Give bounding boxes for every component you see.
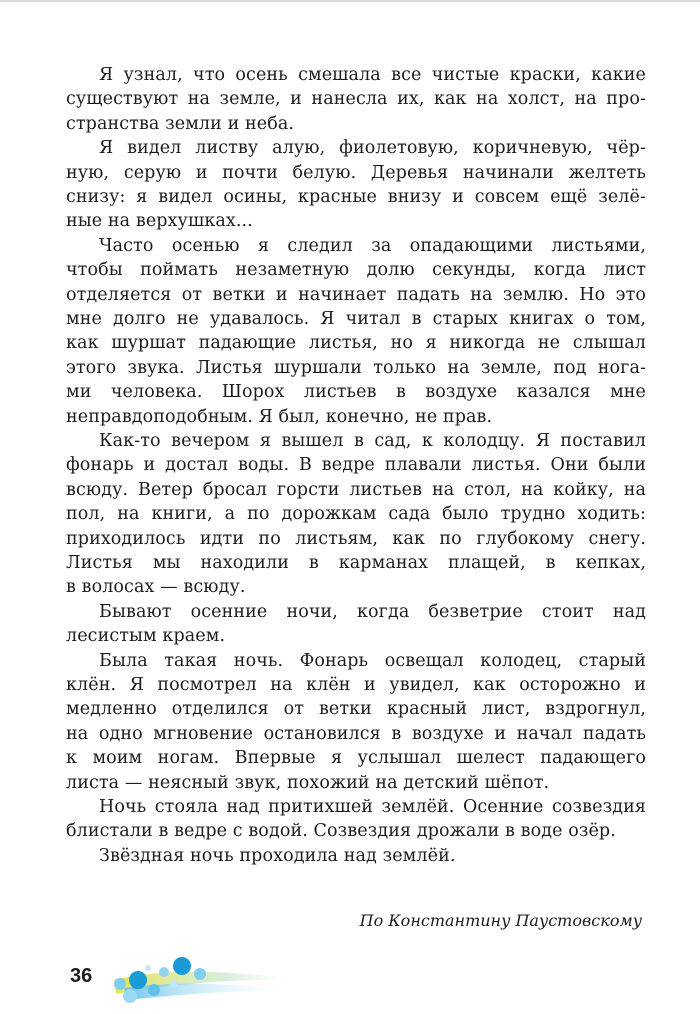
bubble (159, 967, 169, 977)
text-line: к моим ногам. Впервые я услышал шелест падающего (66, 748, 646, 769)
text-line: странства земли и неба. (66, 113, 295, 134)
bubble (148, 984, 160, 996)
text-line: неправдоподобным. Я был, конечно, не прав. (66, 406, 493, 427)
text-line: Звёздная ночь проходила над землёй. (99, 845, 456, 866)
text-line: лесистым краем. (66, 626, 226, 647)
bubble (173, 957, 191, 975)
text-line: Бывают осенние ночи, когда безветрие стоит над (99, 601, 646, 622)
text-line: в волосах — всюду. (66, 577, 246, 598)
text-line: Часто осенью я следил за опадающими листьями, (99, 235, 646, 256)
text-line: Ночь стояла над притихшей землёй. Осенние созвездия (99, 797, 646, 817)
bubble (114, 978, 126, 990)
bubble (145, 965, 151, 971)
text-line: отделяется от ветки и начинает падать на землю. Но это (66, 284, 646, 305)
bubble (170, 980, 178, 988)
text-line: Как-то вечером я вышел в сад, к колодцу. Я поставил (99, 431, 646, 451)
text-line: мне долго не удавалось. Я читал в старых книгах о том, (66, 309, 646, 329)
text-line: всюду. Ветер бросал горсти листьев на стол, на койку, на (66, 479, 646, 500)
text-line: ную, серую и почти белую. Деревья начинали желтеть (66, 162, 646, 183)
text-line: медленно отделился от ветки красный лист, вздрогнул, (66, 699, 646, 720)
page-number: 36 (70, 965, 93, 987)
text-line: ми человека. Шорох листьев в воздухе казался мне (66, 382, 646, 403)
text-line: существуют на земле, и нанесла их, как на холст, на про- (66, 89, 646, 110)
text-line: фонарь и достал воды. В ведре плавали листья. Они были (66, 455, 646, 476)
text-line: пол, на книги, а по дорожкам сада было трудно ходить: (66, 504, 646, 525)
text-line: клён. Я посмотрел на клён и увидел, как осторожно и (66, 675, 646, 695)
text-line: Листья мы находили в карманах плащей, в кепках, (66, 553, 646, 573)
text-line: листа — неясный звук, похожий на детский шёпот. (66, 772, 550, 793)
text-line: как шуршат падающие листья, но я никогда не слышал (66, 333, 646, 354)
text-line: блистали в ведре с водой. Созвездия дрожали в воде озёр. (66, 821, 616, 842)
text-line: Я узнал, что осень смешала все чистые краски, какие (99, 65, 646, 85)
text-line: снизу: я видел осины, красные внизу и совсем ещё зелё- (66, 187, 646, 207)
text-line: Была такая ночь. Фонарь освещал колодец, старый (99, 650, 646, 671)
decorative-swoosh (104, 950, 304, 1006)
author-attribution: По Константину Паустовскому (359, 911, 642, 930)
text-line: этого звука. Листья шуршали только на земле, под нога- (66, 357, 646, 378)
top-page-rule (0, 0, 700, 2)
bubble (194, 968, 206, 980)
text-line: приходилось идти по листьям, как по глубокому снегу. (66, 528, 646, 549)
bubble (129, 971, 147, 989)
text-line: ные на верхушках... (66, 211, 253, 232)
bubble (123, 989, 137, 1003)
text-line: на одно мгновение остановился в воздухе и начал падать (66, 723, 646, 744)
text-line: чтобы поймать незаметную долю секунды, когда лист (66, 260, 646, 281)
text-line: Я видел листву алую, фиолетовую, коричневую, чёр- (99, 138, 646, 159)
